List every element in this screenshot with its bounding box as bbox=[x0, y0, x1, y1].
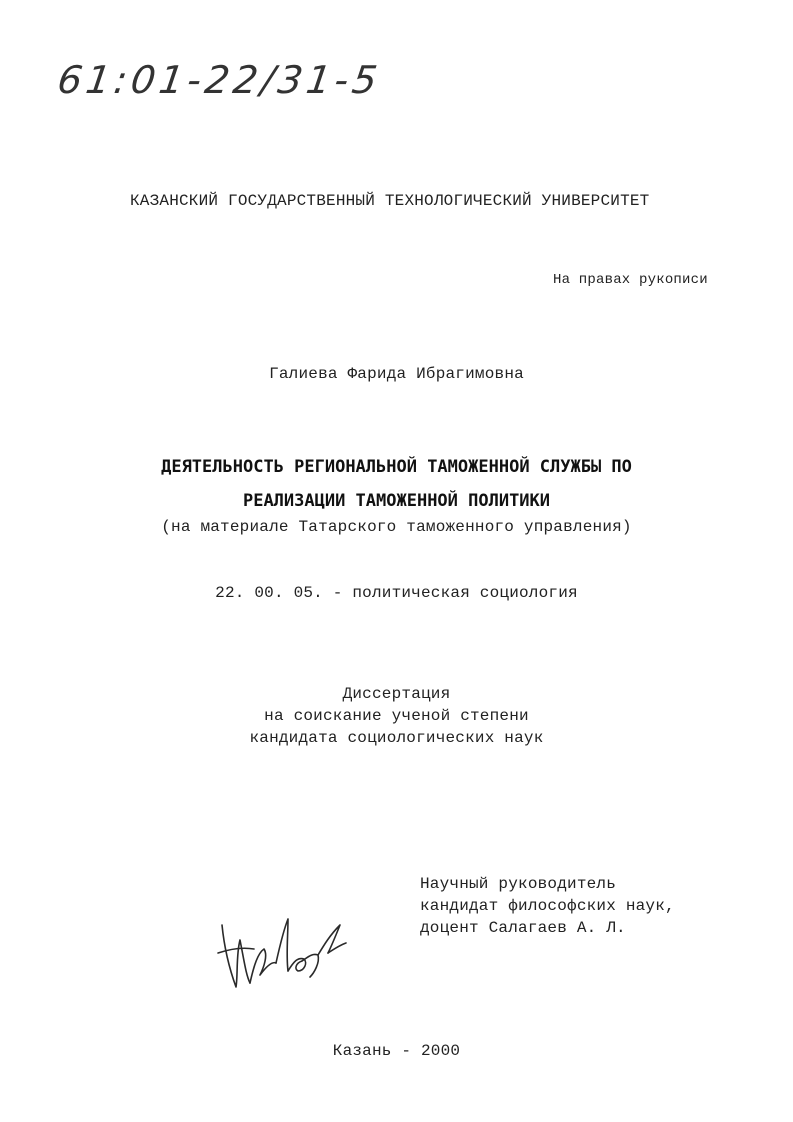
degree-statement bbox=[0, 683, 793, 749]
supervisor-block bbox=[420, 873, 675, 939]
degree-line-2: на соискание ученой степени bbox=[264, 707, 529, 725]
rights-note: На правах рукописи bbox=[553, 272, 708, 288]
archive-number: 61:01-22/31-5 bbox=[54, 58, 384, 102]
dissertation-title bbox=[0, 450, 793, 518]
title-line-2: РЕАЛИЗАЦИИ ТАМОЖЕННОЙ ПОЛИТИКИ bbox=[242, 491, 551, 511]
degree-line-1: Диссертация bbox=[342, 685, 451, 703]
supervisor-line-1: Научный руководитель bbox=[420, 875, 617, 893]
supervisor-line-2: кандидат философских наук, bbox=[420, 897, 675, 915]
supervisor-line-3: доцент Салагаев А. Л. bbox=[420, 919, 626, 937]
handwritten-signature bbox=[210, 905, 360, 1000]
specialty-code: 22. 00. 05. - политическая социология bbox=[215, 584, 578, 602]
degree-line-3: кандидата социологических наук bbox=[249, 729, 544, 747]
dissertation-subtitle: (на материале Татарского таможенного управления) bbox=[161, 518, 632, 536]
university-name: КАЗАНСКИЙ ГОСУДАРСТВЕННЫЙ ТЕХНОЛОГИЧЕСКИЙ УНИВЕРСИТЕТ bbox=[130, 192, 650, 210]
title-line-1: ДЕЯТЕЛЬНОСТЬ РЕГИОНАЛЬНОЙ ТАМОЖЕННОЙ СЛУЖБЫ ПО bbox=[161, 457, 632, 477]
city-year: Казань - 2000 bbox=[332, 1042, 461, 1060]
author-name: Галиева Фарида Ибрагимовна bbox=[269, 365, 524, 383]
